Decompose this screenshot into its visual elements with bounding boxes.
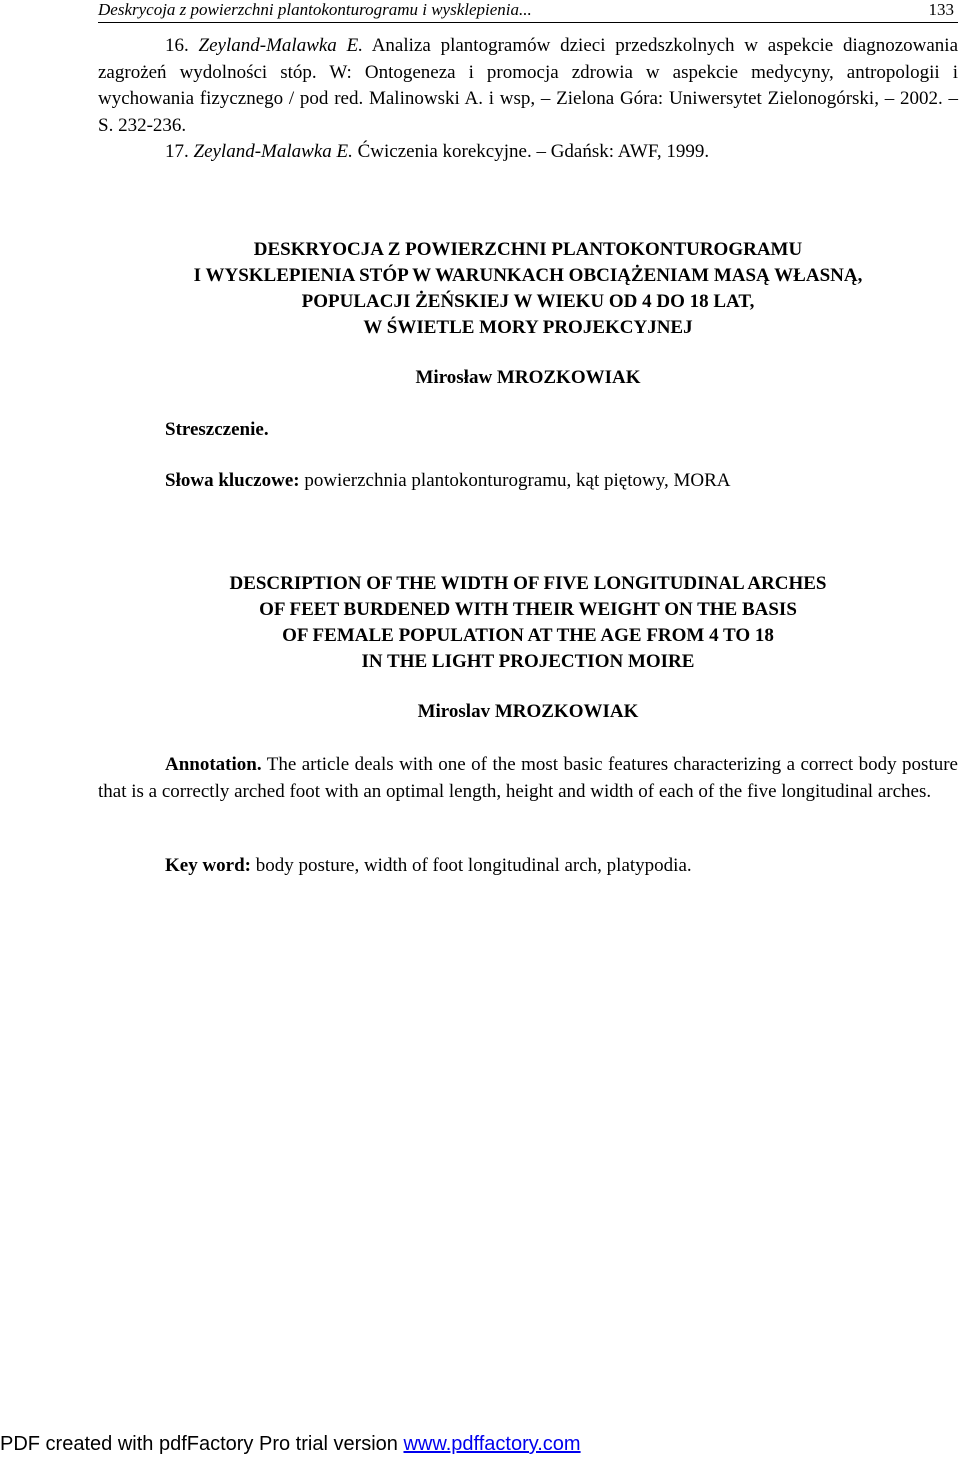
polish-title [98, 237, 958, 341]
english-title [98, 571, 958, 675]
title-line: DESCRIPTION OF THE WIDTH OF FIVE LONGITUDINAL ARCHES [229, 573, 827, 594]
page-number: 133 [928, 0, 954, 19]
title-line: OF FEET BURDENED WITH THEIR WEIGHT ON THE BASIS [259, 599, 797, 620]
reference-author: Zeyland-Malawka E. [198, 35, 363, 56]
reference-text: Ćwiczenia korekcyjne. – Gdańsk: AWF, 1999. [357, 141, 710, 162]
reference-author: Zeyland-Malawka E. [193, 141, 353, 162]
english-keywords [165, 855, 955, 877]
title-line: IN THE LIGHT PROJECTION MOIRE [361, 651, 695, 672]
footer-text: PDF created with pdfFactory Pro trial version [0, 1433, 398, 1455]
title-line: I WYSKLEPIENIA STÓP W WARUNKACH OBCIĄŻENIAM MASĄ WŁASNĄ, [193, 265, 863, 286]
title-line: W ŚWIETLE MORY PROJEKCYJNEJ [363, 317, 693, 338]
pdffactory-link[interactable]: www.pdffactory.com [403, 1433, 581, 1455]
reference-number: 17. [165, 141, 189, 162]
reference-text: Analiza plantogramów dzieci przedszkolnych w aspekcie diagnozowania zagrożeń wydolności stóp. W: Ontogeneza i promocja zdrowia w aspekcie medycyny, antropologii i wychowania fizycznego / pod red. Malinowski A. i wsp, – Zielona Góra: Uniwersytet Zielonogórski, – 2002. – S. 232-236. [98, 35, 959, 136]
annotation [98, 752, 958, 805]
running-header [98, 0, 958, 23]
keywords-label: Key word: [165, 855, 252, 876]
polish-keywords [165, 470, 955, 492]
annotation-text: The article deals with one of the most basic features characterizing a correct body posture that is a correctly arched foot with an optimal length, height and width of each of the five longitudinal arches. [98, 754, 958, 802]
polish-author: Mirosław MROZKOWIAK [415, 367, 641, 388]
title-line: OF FEMALE POPULATION AT THE AGE FROM 4 TO 18 [282, 625, 774, 646]
reference-number: 16. [165, 35, 189, 56]
reference-16 [98, 33, 958, 139]
title-line: DESKRYOCJA Z POWIERZCHNI PLANTOKONTUROGRAMU [253, 239, 803, 260]
reference-17 [98, 139, 958, 166]
keywords-text: powierzchnia plantokonturogramu, kąt piętowy, MORA [304, 470, 731, 491]
summary-label: Streszczenie. [165, 419, 269, 440]
references [98, 33, 958, 166]
keywords-label: Słowa kluczowe: [165, 470, 300, 491]
title-line: POPULACJI ŻEŃSKIEJ W WIEKU OD 4 DO 18 LAT, [301, 291, 755, 312]
annotation-label: Annotation. [165, 754, 262, 775]
keywords-text: body posture, width of foot longitudinal arch, platypodia. [255, 855, 692, 876]
running-title: Deskrycoja z powierzchni plantokonturogramu i wysklepienia... [98, 0, 532, 19]
english-author: Miroslav MROZKOWIAK [417, 701, 639, 722]
pdf-footer [0, 1433, 581, 1456]
